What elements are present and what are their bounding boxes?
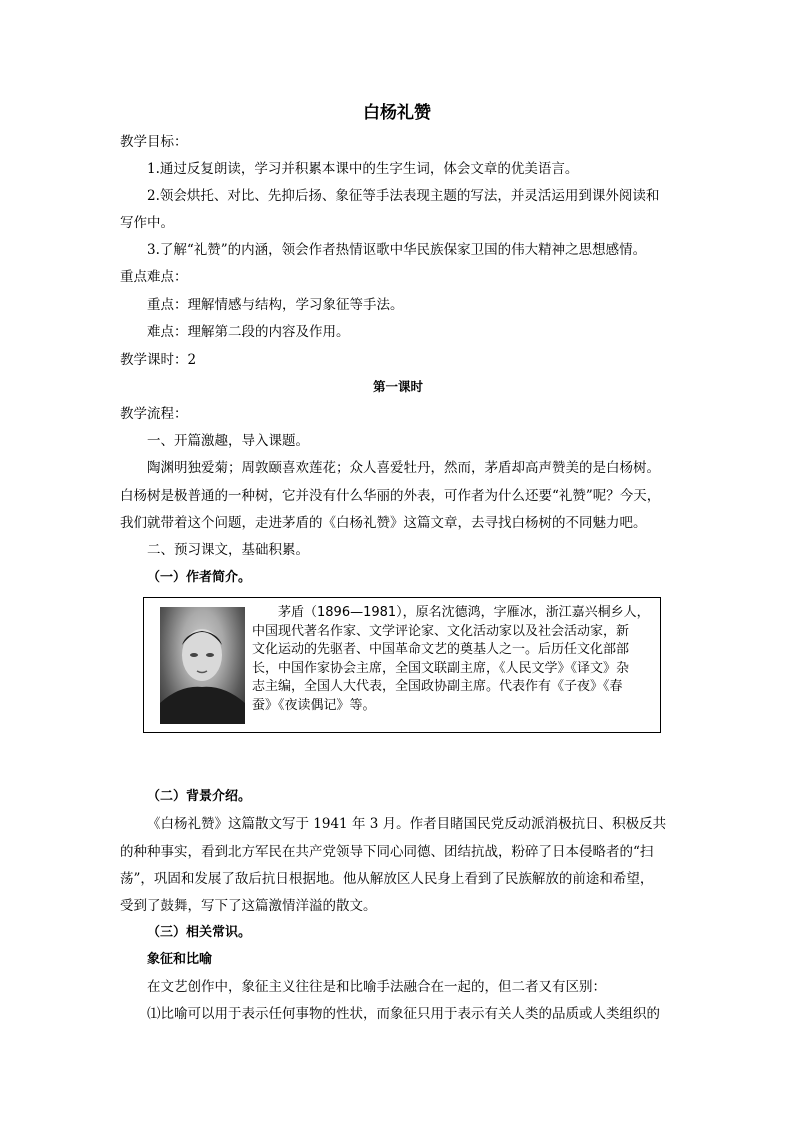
- lesson-heading: 第一课时: [372, 379, 423, 394]
- process-heading: 教学流程：: [120, 406, 188, 422]
- author-bio-text: [252, 604, 652, 715]
- background-line-1: 《白杨礼赞》这篇散文写于 1941 年 3 月。作者目睹国民党反动派消极抗日、积极反共: [147, 816, 667, 832]
- background-line-2: 的种种事实，看到北方军民在共产党领导下同心同德、团结抗战，粉碎了日本侵略者的“扫: [120, 844, 654, 860]
- bio-line: 茅盾（1896—1981），原名沈德鸿，字雁冰，浙江嘉兴桐乡人，: [278, 605, 650, 620]
- knowledge-line-1: 在文艺创作中，象征主义往往是和比喻手法融合在一起的，但二者又有区别：: [147, 979, 606, 995]
- background-heading: （二）背景介绍。: [147, 789, 252, 804]
- objective-2-line-2: 写作中。: [120, 215, 174, 231]
- objective-2-line-1: 2.领会烘托、对比、先抑后扬、象征等手法表现主题的写法，并灵活运用到课外阅读和: [147, 188, 660, 204]
- document-title: 白杨礼赞: [363, 103, 431, 123]
- difficult-point: 难点：理解第二段的内容及作用。: [147, 324, 350, 340]
- author-bio-box: [143, 597, 661, 733]
- background-line-3: 荡”，巩固和发展了敌后抗日根据地。他从解放区人民身上看到了民族解放的前途和希望，: [120, 871, 654, 887]
- key-point: 重点：理解情感与结构，学习象征等手法。: [147, 297, 404, 313]
- objective-1: 1.通过反复朗读，学习并积累本课中的生字生词，体会文章的优美语言。: [147, 161, 579, 177]
- objectives-heading: 教学目标：: [120, 134, 188, 150]
- intro-line-1: 陶渊明独爱菊；周敦颐喜欢莲花；众人喜爱牡丹，然而，茅盾却高声赞美的是白杨树。: [147, 460, 660, 476]
- knowledge-line-2: ⑴比喻可以用于表示任何事物的性状，而象征只用于表示有关人类的品质或人类组织的: [147, 1006, 660, 1022]
- bio-line: 文化运动的先驱者、中国革命文艺的奠基人之一。后历任文化部部: [252, 642, 630, 657]
- knowledge-subheading: 象征和比喻: [147, 952, 213, 967]
- bio-line: 中国现代著名作家、文学评论家、文化活动家以及社会活动家，新: [252, 623, 630, 639]
- intro-line-2: 白杨树是极普通的一种树，它并没有什么华丽的外表，可作者为什么还要“礼赞”呢？今天，: [120, 488, 661, 504]
- author-intro-heading: （一）作者简介。: [147, 570, 252, 585]
- bio-line: 长，中国作家协会主席，全国文联副主席，《人民文学》《译文》杂: [252, 660, 630, 676]
- knowledge-heading: （三）相关常识。: [147, 925, 252, 940]
- key-points-heading: 重点难点：: [120, 269, 188, 285]
- background-line-4: 受到了鼓舞，写下了这篇激情洋溢的散文。: [120, 898, 377, 914]
- class-hours: 教学课时：2: [120, 352, 197, 368]
- bio-line: 志主编，全国人大代表，全国政协副主席。代表作有《子夜》《春: [252, 679, 623, 694]
- bio-line: 蚕》《夜读偶记》等。: [252, 697, 376, 713]
- process-step-1: 一、开篇激趣，导入课题。: [147, 433, 309, 449]
- objective-3: 3.了解“礼赞”的内涵，领会作者热情讴歌中华民族保家卫国的伟大精神之思想感情。: [147, 242, 647, 258]
- process-step-2: 二、预习课文，基础积累。: [147, 542, 309, 558]
- author-portrait: [160, 607, 245, 724]
- intro-line-3: 我们就带着这个问题，走进茅盾的《白杨礼赞》这篇文章，去寻找白杨树的不同魅力吧。: [120, 515, 647, 531]
